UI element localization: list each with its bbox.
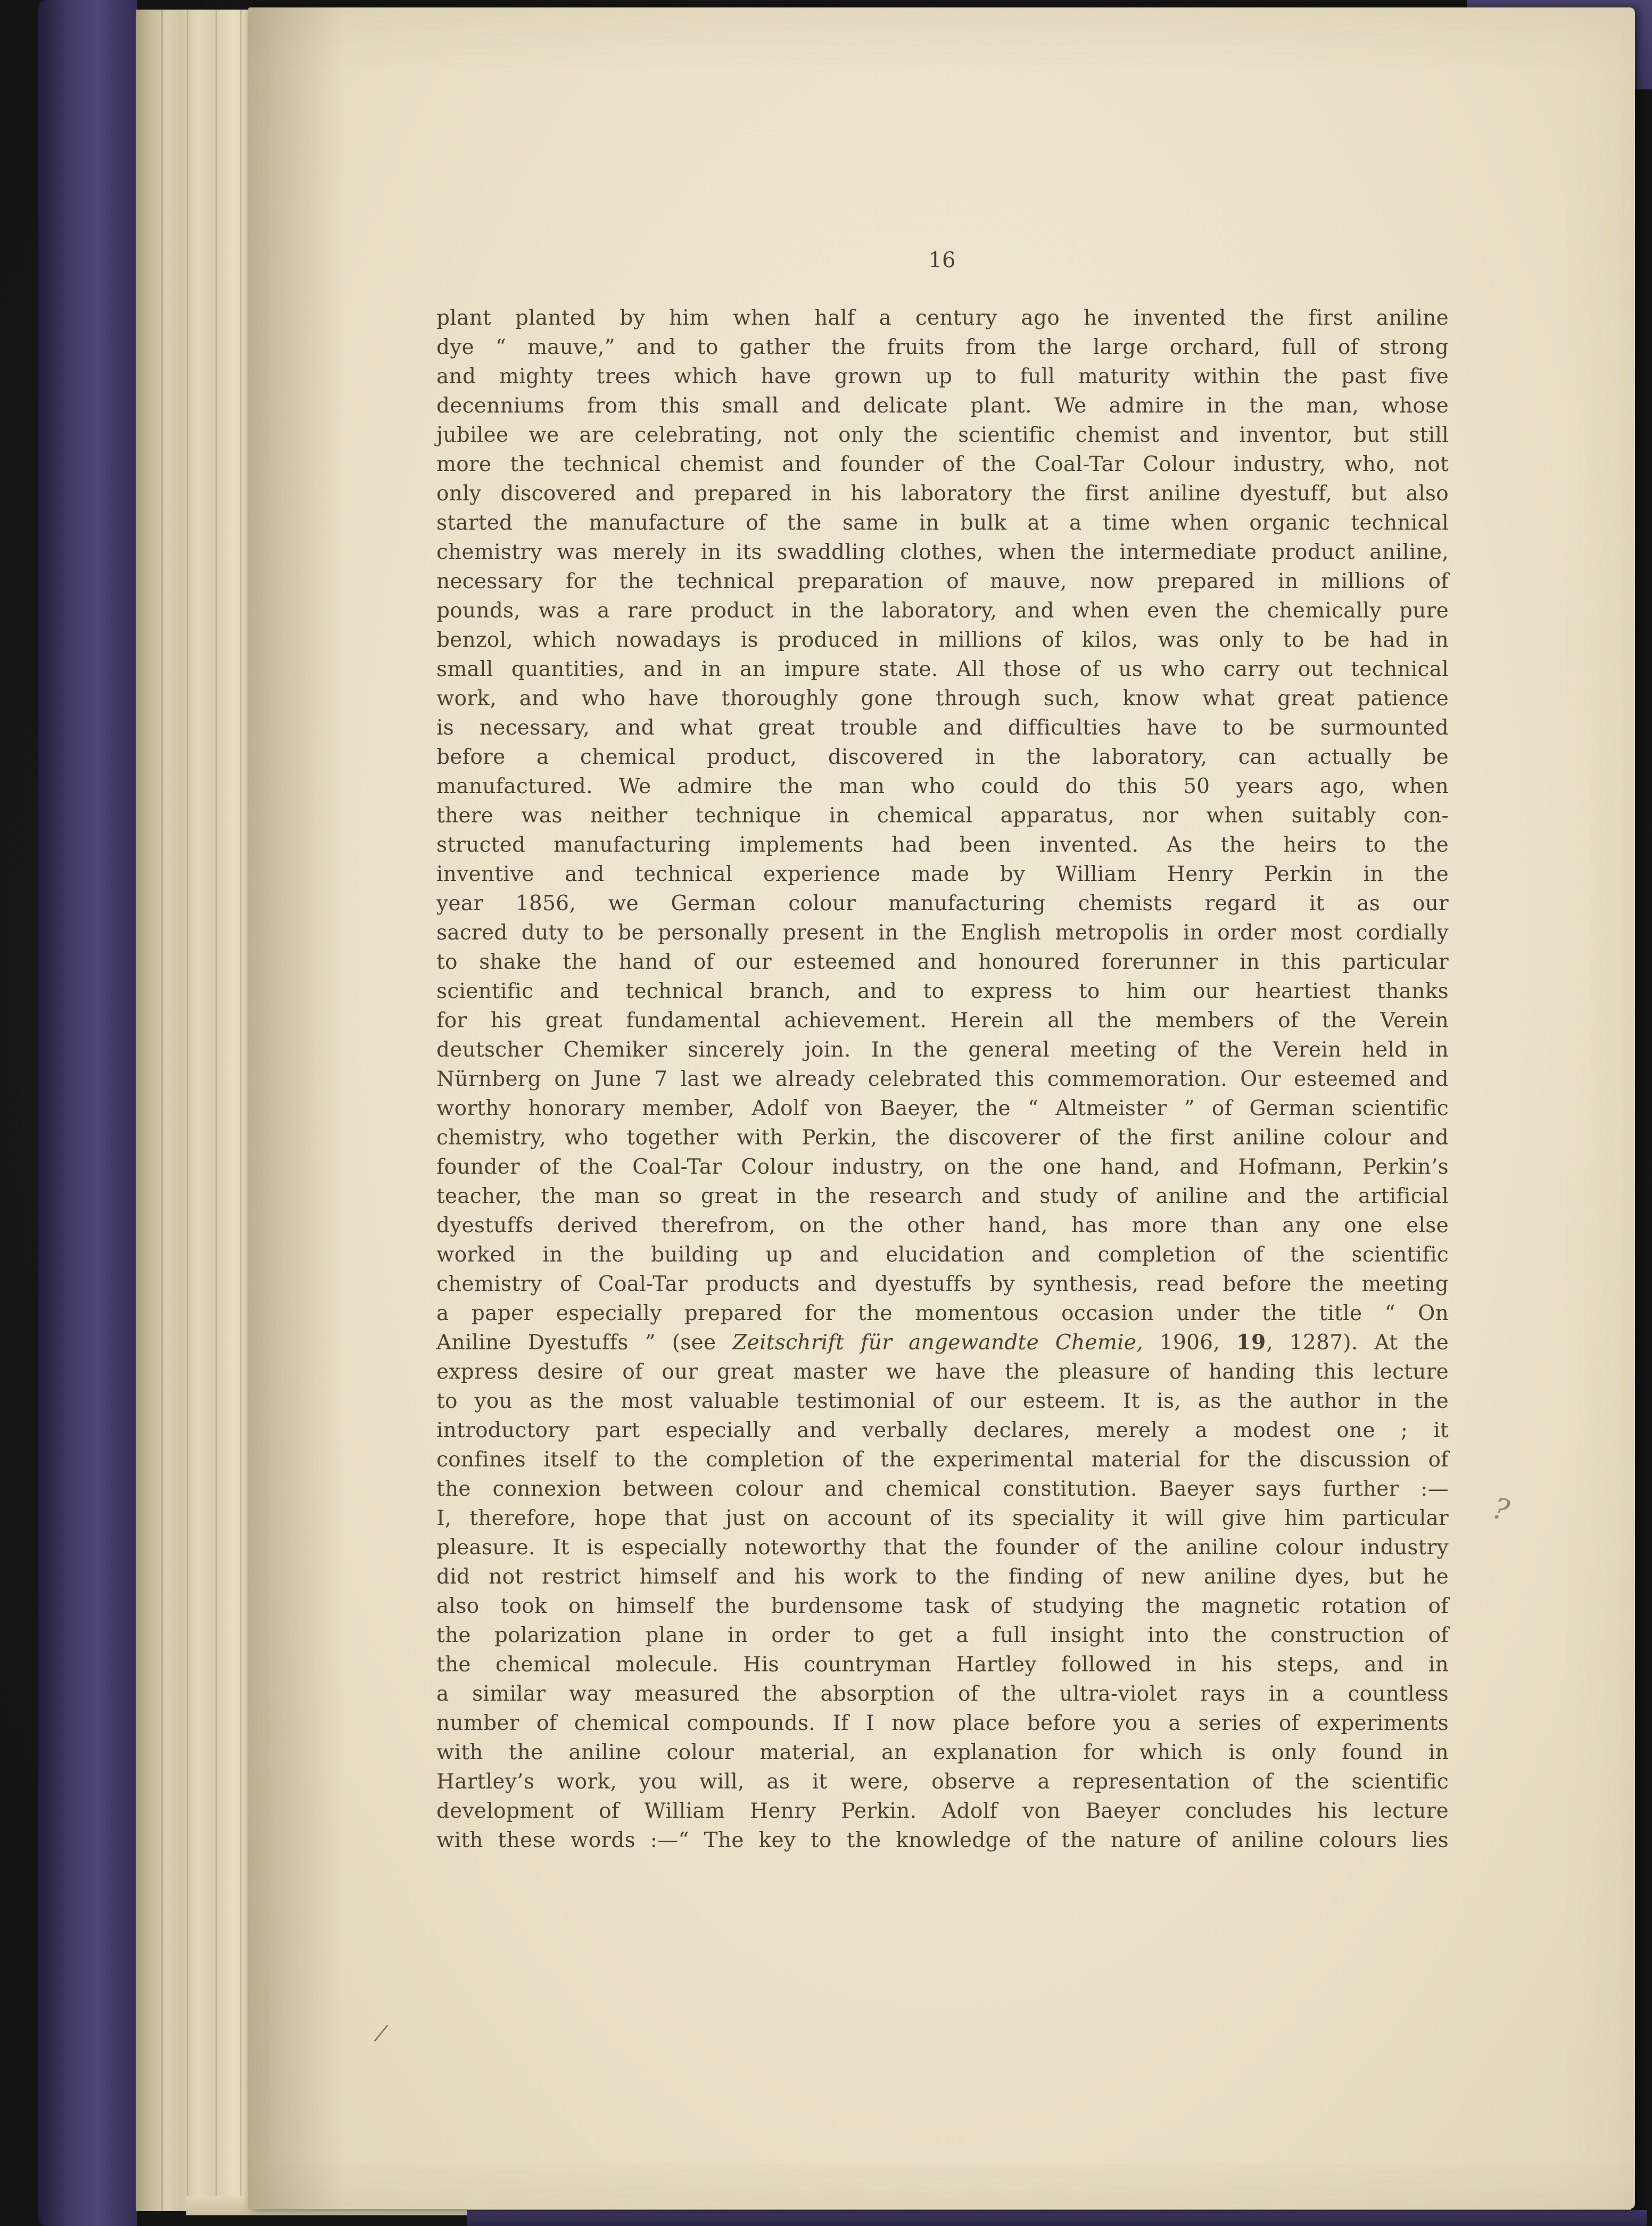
text-line: development of William Henry Perkin. Adolf von Baeyer concludes his lecture	[436, 1799, 1449, 1823]
text-line: started the manufacture of the same in bulk at a time when organic technical	[436, 511, 1449, 535]
text-line: pleasure. It is especially noteworthy that the founder of the aniline colour industry	[436, 1536, 1449, 1560]
page-text	[436, 303, 1449, 1855]
text-line: Nürnberg on June 7 last we already celebrated this commemoration. Our esteemed and	[436, 1067, 1449, 1091]
text-line: decenniums from this small and delicate plant. We admire in the man, whose	[436, 394, 1449, 418]
text-line: a similar way measured the absorption of the ultra-violet rays in a countless	[436, 1682, 1449, 1706]
text-line: I, therefore, hope that just on account of its speciality it will give him particular	[436, 1506, 1449, 1530]
text-line: to you as the most valuable testimonial of our esteem. It is, as the author in the	[436, 1389, 1449, 1413]
text-line: is necessary, and what great trouble and difficulties have to be surmounted	[436, 716, 1449, 740]
text-line: the chemical molecule. His countryman Hartley followed in his steps, and in	[436, 1653, 1449, 1677]
text-line: before a chemical product, discovered in the laboratory, can actually be	[436, 745, 1449, 769]
text-line: structed manufacturing implements had been invented. As the heirs to the	[436, 833, 1449, 857]
page-edge-line	[240, 10, 242, 2211]
text-line: confines itself to the completion of the experimental material for the discussion of	[436, 1448, 1449, 1472]
text-line: did not restrict himself and his work to the finding of new aniline dyes, but he	[436, 1565, 1449, 1589]
page-edge-line	[216, 10, 217, 2211]
text-line: a paper especially prepared for the momentous occasion under the title “ On	[436, 1301, 1449, 1325]
text-line: year 1856, we German colour manufacturing chemists regard it as our	[436, 892, 1449, 916]
text-line: to shake the hand of our esteemed and honoured forerunner in this particular	[436, 950, 1449, 974]
text-line: chemistry, who together with Perkin, the discoverer of the first aniline colour and	[436, 1126, 1449, 1150]
book-cover-edge-bottom	[467, 2210, 1647, 2226]
stray-ink-mark: ⁄	[377, 2020, 385, 2048]
text-line: necessary for the technical preparation of mauve, now prepared in millions of	[436, 570, 1449, 593]
text-line: inventive and technical experience made by William Henry Perkin in the	[436, 862, 1449, 886]
text-line: express desire of our great master we have the pleasure of handing this lecture	[436, 1360, 1449, 1384]
text-line: number of chemical compounds. If I now place before you a series of experiments	[436, 1711, 1449, 1735]
text-line: sacred duty to be personally present in the English metropolis in order most cordially	[436, 921, 1449, 945]
text-line: with these words :—“ The key to the knowledge of the nature of aniline colours lies	[436, 1828, 1449, 1852]
text-line: plant planted by him when half a century ago he invented the first aniline	[436, 306, 1449, 330]
text-line: small quantities, and in an impure state. All those of us who carry out technical	[436, 657, 1449, 681]
page-edge-line	[187, 10, 188, 2211]
book-cover-spine	[38, 0, 137, 2226]
stacked-page-edges-left	[136, 10, 250, 2211]
text-line: there was neither technique in chemical apparatus, nor when suitably con-	[436, 804, 1449, 828]
page-number: 16	[928, 248, 956, 273]
text-line: with the aniline colour material, an explanation for which is only found in	[436, 1741, 1449, 1765]
text-line: Hartley’s work, you will, as it were, observe a representation of the scientific	[436, 1770, 1449, 1794]
text-line: Aniline Dyestuffs ” (see Zeitschrift für angewandte Chemie, 1906, 19, 1287). At the	[436, 1330, 1449, 1355]
text-line: chemistry of Coal-Tar products and dyestuffs by synthesis, read before the meeting	[436, 1272, 1449, 1296]
text-line: pounds, was a rare product in the laboratory, and when even the chemically pure	[436, 599, 1449, 623]
text-line: also took on himself the burdensome task of studying the magnetic rotation of	[436, 1594, 1449, 1618]
page-edge-line	[161, 10, 163, 2211]
text-line: manufactured. We admire the man who could do this 50 years ago, when	[436, 774, 1449, 798]
text-line: introductory part especially and verbally declares, merely a modest one ; it	[436, 1419, 1449, 1442]
text-line: teacher, the man so great in the research and study of aniline and the artificial	[436, 1184, 1449, 1208]
text-line: founder of the Coal-Tar Colour industry, on the one hand, and Hofmann, Perkin’s	[436, 1155, 1449, 1179]
text-line: only discovered and prepared in his laboratory the first aniline dyestuff, but also	[436, 482, 1449, 506]
text-line: the polarization plane in order to get a full insight into the construction of	[436, 1623, 1449, 1647]
text-line: deutscher Chemiker sincerely join. In the general meeting of the Verein held in	[436, 1038, 1449, 1062]
text-line: and mighty trees which have grown up to full maturity within the past five	[436, 365, 1449, 389]
text-line: worked in the building up and elucidation and completion of the scientific	[436, 1243, 1449, 1267]
text-line: more the technical chemist and founder of the Coal-Tar Colour industry, who, not	[436, 452, 1449, 476]
text-line: worthy honorary member, Adolf von Baeyer, the “ Altmeister ” of German scientific	[436, 1096, 1449, 1120]
text-line: dyestuffs derived therefrom, on the other hand, has more than any one else	[436, 1214, 1449, 1238]
text-line: dye “ mauve,” and to gather the fruits from the large orchard, full of strong	[436, 335, 1449, 359]
text-line: scientific and technical branch, and to express to him our heartiest thanks	[436, 979, 1449, 1003]
text-line: jubilee we are celebrating, not only the scientific chemist and inventor, but still	[436, 423, 1449, 447]
text-line: for his great fundamental achievement. Herein all the members of the Verein	[436, 1009, 1449, 1033]
book-page	[248, 7, 1635, 2209]
text-line: the connexion between colour and chemical constitution. Baeyer says further :—	[436, 1477, 1449, 1501]
text-line: chemistry was merely in its swaddling clothes, when the intermediate product aniline,	[436, 540, 1449, 564]
text-line: work, and who have thoroughly gone through such, know what great patience	[436, 687, 1449, 711]
text-line: benzol, which nowadays is produced in millions of kilos, was only to be had in	[436, 628, 1449, 652]
margin-pencil-mark: ?	[1489, 1491, 1513, 1528]
